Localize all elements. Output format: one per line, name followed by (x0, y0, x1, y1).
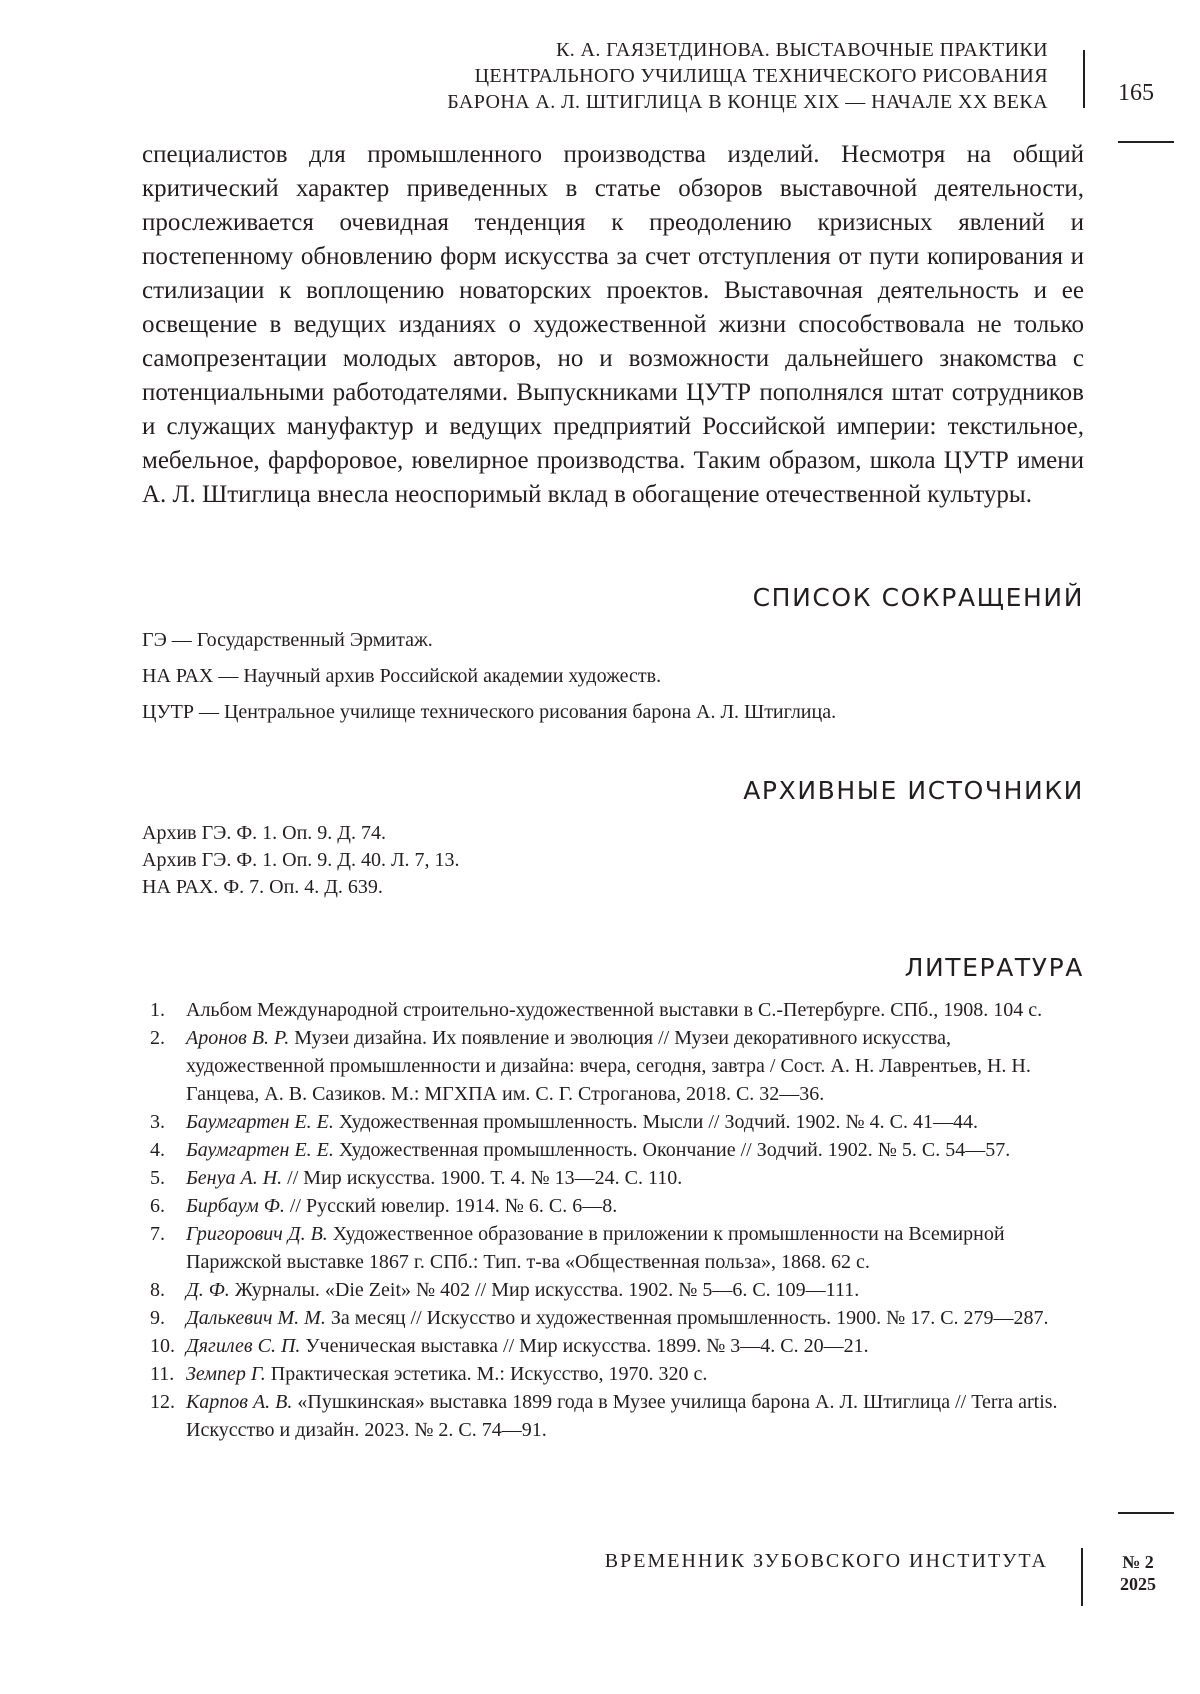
reference-text: Альбом Международной строительно-художественной выставки в С.-Петербурге. СПб., 1908. 104 с. (186, 999, 1043, 1021)
footer-journal-title: ВРЕМЕННИК ЗУБОВСКОГО ИНСТИТУТА (604, 1550, 1048, 1572)
footer-issue (1114, 1551, 1162, 1595)
reference-number: 3. (150, 1111, 165, 1133)
archive-item: Архив ГЭ. Ф. 1. Оп. 9. Д. 74. (142, 822, 386, 844)
archive-item: НА РАХ. Ф. 7. Оп. 4. Д. 639. (142, 876, 383, 898)
reference-item (142, 1304, 1084, 1332)
reference-text: // Мир искусства. 1900. Т. 4. № 13—24. С. 110. (282, 1167, 683, 1189)
abbreviations-list (142, 628, 1084, 736)
archive-item: Архив ГЭ. Ф. 1. Оп. 9. Д. 40. Л. 7, 13. (142, 849, 460, 871)
running-header-line: БАРОНА А. Л. ШТИГЛИЦА В КОНЦЕ XIX — НАЧАЛЕ XX ВЕКА (447, 91, 1048, 113)
reference-author: Григорович Д. В. (186, 1223, 328, 1245)
reference-text: Музеи дизайна. Их появление и эволюция // Музеи декоративного искусства, художественной промышленности и дизайна: вчера, сегодня, завтра / Сост. А. Н. Лаврентьев, Н. Н. Ганцева, А. В. Сазиков. М.: МГХПА им. С. Г. Строганова, 2018. С. 32—36. (186, 1027, 1031, 1105)
reference-author: Бенуа А. Н. (186, 1167, 283, 1189)
reference-number: 5. (150, 1167, 165, 1189)
header-vertical-rule (1083, 50, 1085, 108)
body-paragraph: специалистов для промышленного производства изделий. Несмотря на общий критический характер приведенных в статье обзоров выставочной деятельности, прослеживается очевидная тенденция к преодолению кризисных явлений и постепенному обновлению форм искусства за счет отступления от пути копирования и стилизации к воплощению новаторских проектов. Выставочная деятельность и ее освещение в ведущих изданиях о художественной жизни способствовала не только самопрезентации молодых авторов, но и возможности дальнейшего знакомства с потенциальными работодателями. Выпускниками ЦУТР пополнялся штат сотрудников и служащих мануфактур и ведущих предприятий Российской империи: текстильное, мебельное, фарфоровое, ювелирное производства. Таким образом, школа ЦУТР имени А. Л. Штиглица внесла неоспоримый вклад в обогащение отечественной культуры. (142, 141, 1084, 508)
reference-number: 1. (150, 999, 165, 1021)
reference-item (142, 1108, 1084, 1136)
running-header-line: К. А. ГАЯЗЕТДИНОВА. ВЫСТАВОЧНЫЕ ПРАКТИКИ (555, 39, 1048, 61)
reference-number: 10. (150, 1335, 175, 1357)
reference-author: Карпов А. В. (186, 1391, 293, 1413)
reference-number: 2. (150, 1027, 165, 1049)
reference-number: 12. (150, 1391, 175, 1413)
reference-item (142, 1192, 1084, 1220)
abbreviation-item: ЦУТР — Центральное училище технического рисования барона А. Л. Штиглица. (142, 701, 837, 723)
reference-number: 8. (150, 1279, 165, 1301)
reference-item (142, 996, 1084, 1024)
running-header (228, 37, 1048, 115)
reference-text: Художественная промышленность. Окончание // Зодчий. 1902. № 5. С. 54—57. (333, 1139, 1011, 1161)
reference-author: Аронов В. Р. (186, 1027, 290, 1049)
reference-item (142, 1164, 1084, 1192)
reference-number: 6. (150, 1195, 165, 1217)
reference-item (142, 1220, 1084, 1276)
literature-heading: ЛИТЕРАТУРА (904, 953, 1084, 982)
reference-text: Ученическая выставка // Мир искусства. 1899. № 3—4. С. 20—21. (300, 1335, 869, 1357)
abbreviation-item: НА РАХ — Научный архив Российской академии художеств. (142, 665, 662, 687)
reference-author: Земпер Г. (186, 1363, 266, 1385)
reference-text: Художественная промышленность. Мысли // Зодчий. 1902. № 4. С. 41—44. (333, 1111, 978, 1133)
issue-number: № 2 (1122, 1552, 1154, 1572)
issue-year: 2025 (1120, 1574, 1156, 1594)
reference-item (142, 1136, 1084, 1164)
reference-author: Баумгартен Е. Е. (186, 1111, 334, 1133)
reference-text: За месяц // Искусство и художественная промышленность. 1900. № 17. С. 279—287. (325, 1307, 1049, 1329)
reference-text: // Русский ювелир. 1914. № 6. С. 6—8. (284, 1195, 618, 1217)
footer-side-rule (1118, 1512, 1174, 1514)
reference-number: 9. (150, 1307, 165, 1329)
abbreviations-heading: СПИСОК СОКРАЩЕНИЙ (752, 583, 1084, 612)
header-side-rule (1118, 141, 1174, 143)
reference-number: 4. (150, 1139, 165, 1161)
reference-number: 11. (150, 1363, 175, 1385)
body-text (142, 138, 1084, 512)
reference-author: Дягилев С. П. (186, 1335, 301, 1357)
reference-author: Баумгартен Е. Е. (186, 1139, 334, 1161)
reference-item (142, 1388, 1084, 1444)
archives-list (142, 820, 1084, 901)
reference-item (142, 1360, 1084, 1388)
reference-text: Художественное образование в приложении к промышленности на Всемирной Парижской выставке 1867 г. СПб.: Тип. т-ва «Общественная польза», 1868. 62 с. (186, 1223, 1005, 1273)
reference-author: Далькевич М. М. (186, 1307, 326, 1329)
abbreviation-item: ГЭ — Государственный Эрмитаж. (142, 629, 433, 651)
footer-vertical-rule (1081, 1548, 1083, 1606)
archives-heading: АРХИВНЫЕ ИСТОЧНИКИ (743, 776, 1084, 805)
reference-item (142, 1332, 1084, 1360)
reference-number: 7. (150, 1223, 165, 1245)
running-header-line: ЦЕНТРАЛЬНОГО УЧИЛИЩА ТЕХНИЧЕСКОГО РИСОВАНИЯ (474, 65, 1048, 87)
literature-list (142, 996, 1084, 1444)
reference-author: Д. Ф. (186, 1279, 230, 1301)
reference-text: «Пушкинская» выставка 1899 года в Музее училища барона А. Л. Штиглица // Terra artis. Искусство и дизайн. 2023. № 2. С. 74—91. (186, 1391, 1058, 1441)
reference-author: Бирбаум Ф. (186, 1195, 285, 1217)
reference-item (142, 1024, 1084, 1108)
reference-text: Журналы. «Die Zeit» № 402 // Мир искусства. 1902. № 5—6. С. 109—111. (229, 1279, 860, 1301)
reference-item (142, 1276, 1084, 1304)
page-number: 165 (1118, 80, 1154, 106)
reference-text: Практическая эстетика. М.: Искусство, 1970. 320 с. (265, 1363, 708, 1385)
